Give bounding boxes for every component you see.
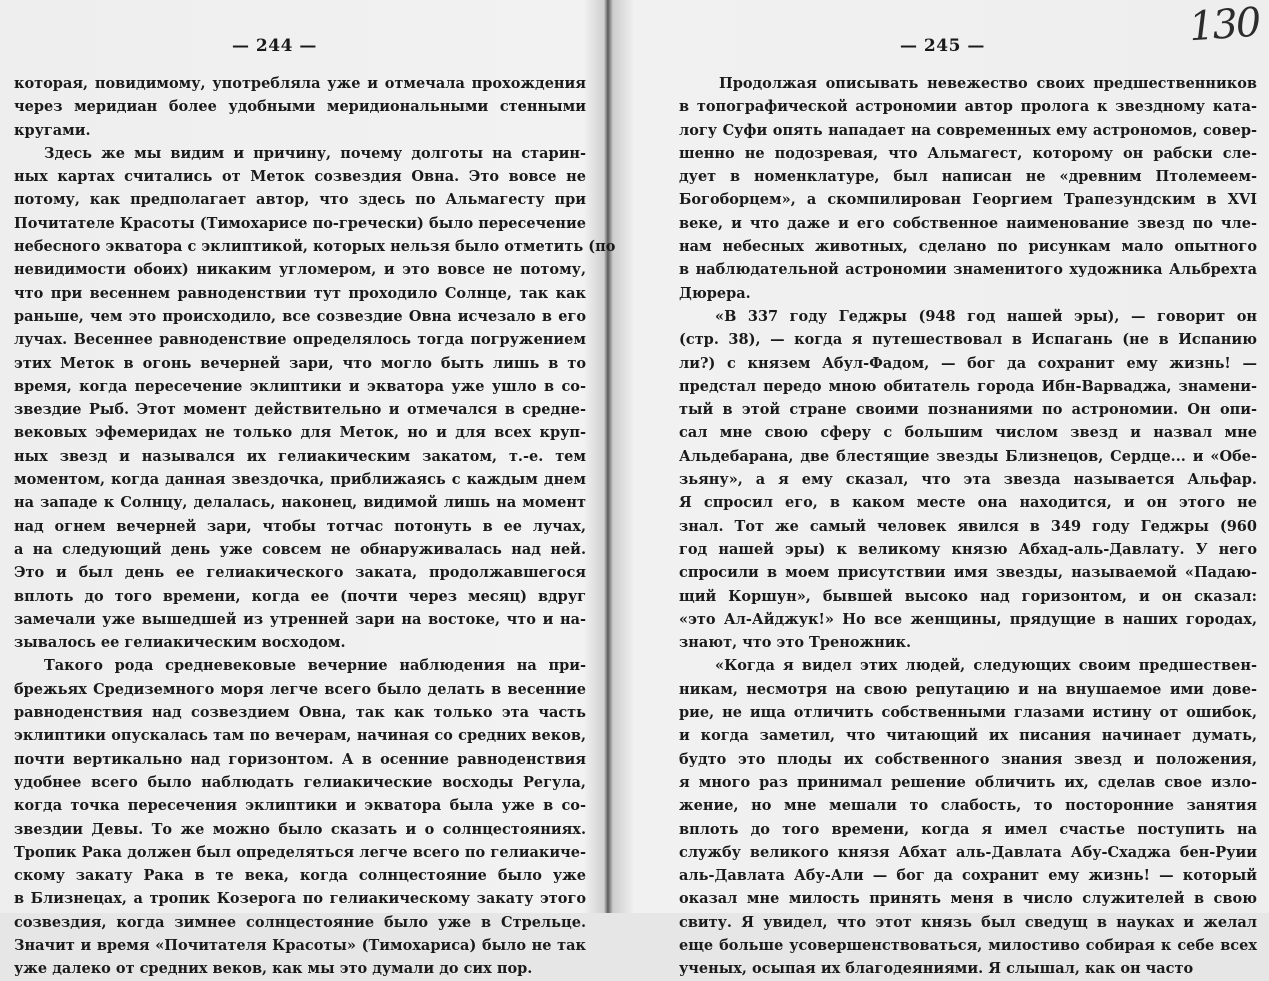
text-line: рие, не ища отличить собственными глазами истину от ошибок, [679,704,1257,722]
handwritten-page-mark: 130 [1187,0,1261,51]
text-line: удобнее всего было наблюдать гелиакические восходы Регула, [14,773,586,791]
text-line: «В 337 году Геджры (948 год нашей эры), — говорит он [715,307,1257,325]
text-line: небесного экватора с эклиптикой, которых нельзя было отметить (по [14,238,616,256]
text-line: зьяну», а я ему сказал, что эта звезда называется Альфар. [679,471,1257,489]
text-line: «это Ал-Айджук!» Но все женщины, прядущие в наших городах, [679,610,1257,628]
text-line: оказал мне милость принять меня в число служителей в свою [679,890,1257,908]
text-line: предстал передо мною обитатель города Ибн-Варваджа, знамени- [679,377,1257,395]
text-line: лучах. Весеннее равноденствие определялось тогда погружением [14,331,586,349]
text-line: ли?) с князем Абул-Фадом, — бог да сохранит ему жизнь! — [679,354,1257,372]
text-line: щий Коршун», бывшей высоко над горизонтом, и он сказал: [679,587,1257,605]
text-line: Почитателе Красоты (Тимохарисе по-гречески) было пересечение [14,214,586,232]
text-line: знал. Тот же самый человек явился в 349 году Геджры (960 [679,517,1257,535]
text-line: Дюрера. [679,284,751,302]
text-line: будто это плоды их собственного знания звезд и положения, [679,750,1257,768]
text-line: зывалось ее гелиакическим восходом. [14,634,346,652]
text-line: нам небесных животных, сделано по рисункам мало опытного [679,238,1257,256]
text-line: никам, несмотря на свою репутацию и на внушаемое ими дове- [679,680,1257,698]
left-page-text [14,72,616,981]
text-line: веке, и что даже и его собственное наименование звезд по чле- [679,214,1257,232]
text-line: вплоть до того времени, когда ее (почти через месяц) вдруг [14,587,586,605]
text-line: шенно не подозревая, что Альмагест, которому он рабски сле- [679,144,1257,162]
page-number-right: — 245 — [900,36,985,56]
text-line: я много раз принимал решение обличить их, сделав свое изло- [679,773,1257,791]
text-line: Я спросил его, в каком месте она находится, и он этого не [679,494,1257,512]
text-line: на западе к Солнцу, делалась, наконец, видимой лишь на момент [14,494,586,512]
right-page-text [679,72,1257,981]
text-line: еще больше усовершенствоваться, милостиво собирая к себе всех [679,936,1257,954]
text-line: «Когда я видел этих людей, следующих своим предшествен- [715,657,1257,675]
text-line: созвездия, когда зимнее солнцестояние было уже в Стрельце. [14,913,586,931]
text-line: через меридиан более удобными меридиональными стенными [14,98,586,116]
text-line: Богоборцем», а скомпилирован Георгием Трапезундским в XVI [679,191,1257,209]
text-line: в топографической астрономии автор пролога к звездному ката- [679,98,1257,116]
text-line: время, когда пересечение эклиптики и экватора уже ушло в со- [14,377,586,395]
text-line: Альдебарана, две блестящие звезды Близнецов, Сердце... и «Обе- [679,447,1257,465]
text-line: невидимости обоих) никаким угломером, и это вовсе не потому, [14,261,586,279]
text-line: что при весеннем равноденствии тут проходило Солнце, так как [14,284,586,302]
text-line: вплоть до того времени, когда я имел счастье поступить на [679,820,1257,838]
text-line: равноденствия над созвездием Овна, так как только эта часть [14,704,586,722]
text-line: спросили в моем присутствии имя звезды, называемой «Падаю- [679,564,1257,582]
text-line: вековых эфемеридах не только для Меток, но и для всех круп- [14,424,586,442]
text-line: аль-Давлата Абу-Али — бог да сохранит ему жизнь! — который [679,867,1257,885]
text-line: сал мне свою сферу с большим числом звезд и назвал мне [679,424,1257,442]
text-line: Продолжая описывать невежество своих предшественников [719,75,1257,92]
text-line: логу Суфи опять нападает на современных ему астрономов, совер- [679,121,1257,139]
text-line: дует в номенклатуре, был написан не «древним Птолемеем- [679,168,1257,186]
text-line: кругами. [14,121,91,139]
text-line: брежьях Средиземного моря легче всего было делать в весенние [14,680,586,698]
text-line: звездие Рыб. Этот момент действительно и отмечался в средне- [14,401,586,419]
text-line: знают, что это Треножник. [679,634,912,652]
text-line: в Близнецах, а тропик Козерога по гелиакическому закату этого [14,890,586,908]
text-line: (стр. 38), — когда я путешествовал в Испагань (не в Испанию [679,331,1257,349]
text-line: которая, повидимому, употребляла уже и отмечала прохождения [14,75,586,92]
text-line: тый в этой стране своими познаниями по астрономии. Он опи- [679,401,1257,419]
text-line: Здесь же мы видим и причину, почему долготы на старин- [44,144,586,162]
text-line: потому, как предполагает автор, что здесь по Альмагесту при [14,191,586,209]
text-line: этих Меток в огонь вечерней зари, что могло быть лишь в то [14,354,586,372]
text-line: свиту. Я увидел, что этот князь был сведущ в науках и желал [679,913,1257,931]
text-line: Тропик Рака должен был определяться легче всего по гелиакиче- [14,843,586,861]
text-line: когда точка пересечения эклиптики и экватора была уже в со- [14,797,586,815]
text-line: ных звезд и назывался их гелиакическим закатом, т.-е. тем [14,447,586,465]
text-line: Значит и время «Почитателя Красоты» (Тимохариса) было не так [14,936,586,954]
text-line: год нашей эры) к великому князю Абхад-аль-Давлату. У него [679,540,1257,558]
text-line: и когда заметил, что читающий их писания начинает думать, [679,727,1257,745]
right-page [611,0,1269,978]
text-line: эклиптики опускалась там по вечерам, начиная со средних веков, [14,727,586,745]
text-line: ученых, осыпая их благодеяниями. Я слышал, как он часто [679,960,1194,978]
text-line: Такого рода средневековые вечерние наблюдения на при- [44,657,586,675]
text-line: над огнем вечерней зари, чтобы тотчас потонуть в ее лучах, [14,517,586,535]
text-line: звездии Девы. То же можно было сказать и о солнцестояниях. [14,820,586,838]
text-line: раньше, чем это происходило, все созвездие Овна исчезало в его [14,307,586,325]
text-line: уже далеко от средних веков, как мы это думали до сих пор. [14,960,533,978]
text-line: почти вертикально над горизонтом. А в осенние равноденствия [14,750,586,768]
text-line: замечали уже вышедшей из утренней зари на востоке, что и на- [14,610,586,628]
text-line: ных картах считались от Меток созвездия Овна. Это вовсе не [14,168,586,186]
text-line: скому закату Рака в те века, когда солнцестояние было уже [14,867,586,885]
text-line: Это и был день ее гелиакического заката, продолжавшегося [14,564,586,582]
text-line: службу великого князя Абхат аль-Давлата Абу-Схаджа бен-Руии [679,843,1257,861]
text-line: в наблюдательной астрономии знаменитого художника Альбрехта [679,261,1257,279]
text-line: моментом, когда данная звездочка, приближаясь с каждым днем [14,471,586,489]
left-page [0,0,616,978]
text-line: жение, но мне мешали то слабость, то посторонние занятия [679,797,1257,815]
text-line: а на следующий день уже совсем не обнаруживалась над ней. [14,540,586,558]
page-number-left: — 244 — [232,36,317,56]
